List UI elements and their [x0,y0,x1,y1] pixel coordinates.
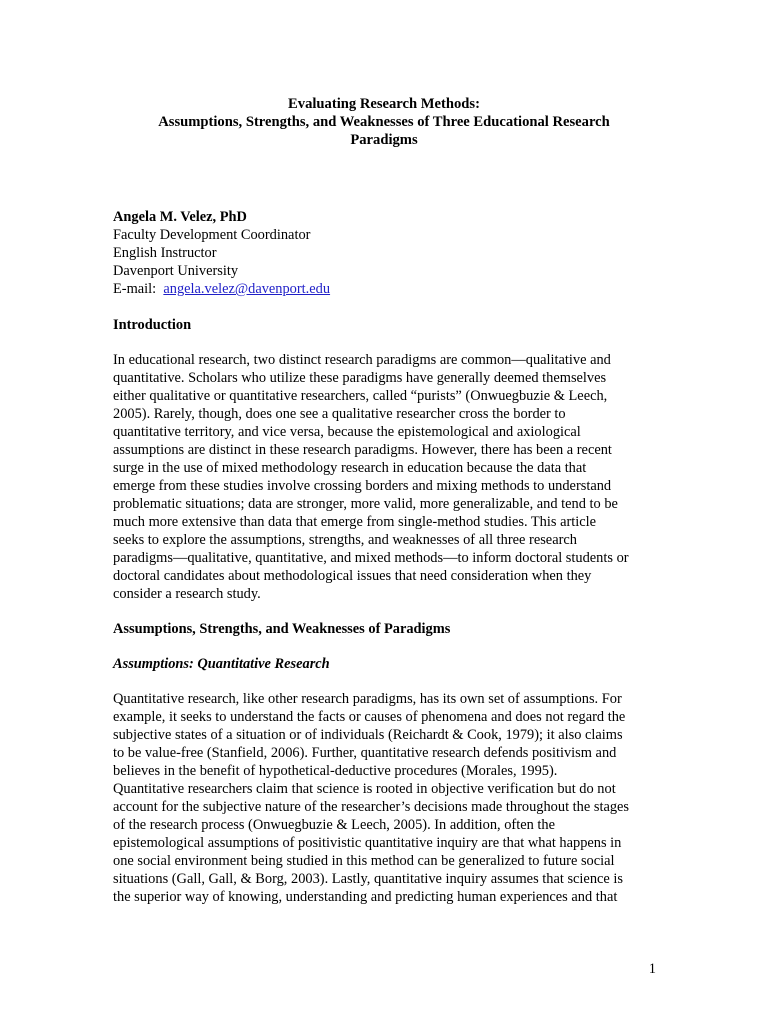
email-link[interactable]: angela.velez@davenport.edu [163,281,331,297]
paragraph-line: 2005). Rarely, though, does one see a qualitative researcher cross the border to [113,406,566,422]
page-number: 1 [648,961,656,977]
introduction-heading: Introduction [113,317,192,333]
paragraph-line: assumptions are distinct in these research paradigms. However, there has been a recent [113,442,612,458]
paragraph-line: emerge from these studies involve crossing borders and mixing methods to understand [113,478,612,494]
title-line-3: Paradigms [350,132,418,148]
paragraph-line: account for the subjective nature of the researcher’s decisions made throughout the stages [113,799,630,815]
paragraph-line: Quantitative researchers claim that science is rooted in objective verification but do not [113,781,616,797]
paragraph-line: quantitative. Scholars who utilize these paradigms have generally deemed themselves [113,370,607,386]
paragraph-line: subjective states of a situation or of individuals (Reichardt & Cook, 1979); it also claims [113,727,623,743]
author-name: Angela M. Velez, PhD [113,209,247,225]
quantitative-paragraph [113,690,658,906]
title-line-2: Assumptions, Strengths, and Weaknesses of Three Educational Research [158,114,610,130]
document-title [100,95,668,149]
paragraph-line: one social environment being studied in this method can be generalized to future social [113,853,615,869]
author-role-2: English Instructor [113,245,217,261]
title-line-1: Evaluating Research Methods: [288,96,480,112]
paragraph-line: epistemological assumptions of positivistic quantitative inquiry are that what happens in [113,835,622,851]
paragraph-line: doctoral candidates about methodological issues that need consideration when they [113,568,592,584]
quantitative-subheading: Assumptions: Quantitative Research [113,656,330,672]
paragraph-line: problematic situations; data are stronger, more valid, more generalizable, and tend to be [113,496,618,512]
paragraph-line: In educational research, two distinct research paradigms are common—qualitative and [113,352,611,368]
paragraph-line: either qualitative or quantitative researchers, called “purists” (Onwuegbuzie & Leech, [113,388,608,404]
paragraph-line: seeks to explore the assumptions, strengths, and weaknesses of all three research [113,532,577,548]
paragraph-line: paradigms—qualitative, quantitative, and mixed methods—to inform doctoral students or [113,550,629,566]
section-heading: Assumptions, Strengths, and Weaknesses of Paradigms [113,621,451,637]
paragraph-line: the superior way of knowing, understanding and predicting human experiences and that [113,889,618,905]
author-role-1: Faculty Development Coordinator [113,227,311,243]
author-affiliation: Davenport University [113,263,239,279]
paragraph-line: surge in the use of mixed methodology research in education because the data that [113,460,587,476]
author-block [113,208,330,298]
paragraph-line: situations (Gall, Gall, & Borg, 2003). Lastly, quantitative inquiry assumes that science is [113,871,623,887]
paragraph-line: quantitative territory, and vice versa, because the epistemological and axiological [113,424,581,440]
paragraph-line: believes in the benefit of hypothetical-deductive procedures (Morales, 1995). [113,763,558,779]
author-email-line [113,280,330,298]
paragraph-line: Quantitative research, like other research paradigms, has its own set of assumptions. For [113,691,622,707]
introduction-paragraph [113,351,658,603]
paragraph-line: consider a research study. [113,586,261,602]
paragraph-line: example, it seeks to understand the facts or causes of phenomena and does not regard the [113,709,626,725]
paragraph-line: of the research process (Onwuegbuzie & Leech, 2005). In addition, often the [113,817,555,833]
paragraph-line: to be value-free (Stanfield, 2006). Further, quantitative research defends positivism and [113,745,617,761]
paragraph-line: much more extensive than data that emerge from single-method studies. This article [113,514,597,530]
email-label: E-mail: [113,281,157,297]
